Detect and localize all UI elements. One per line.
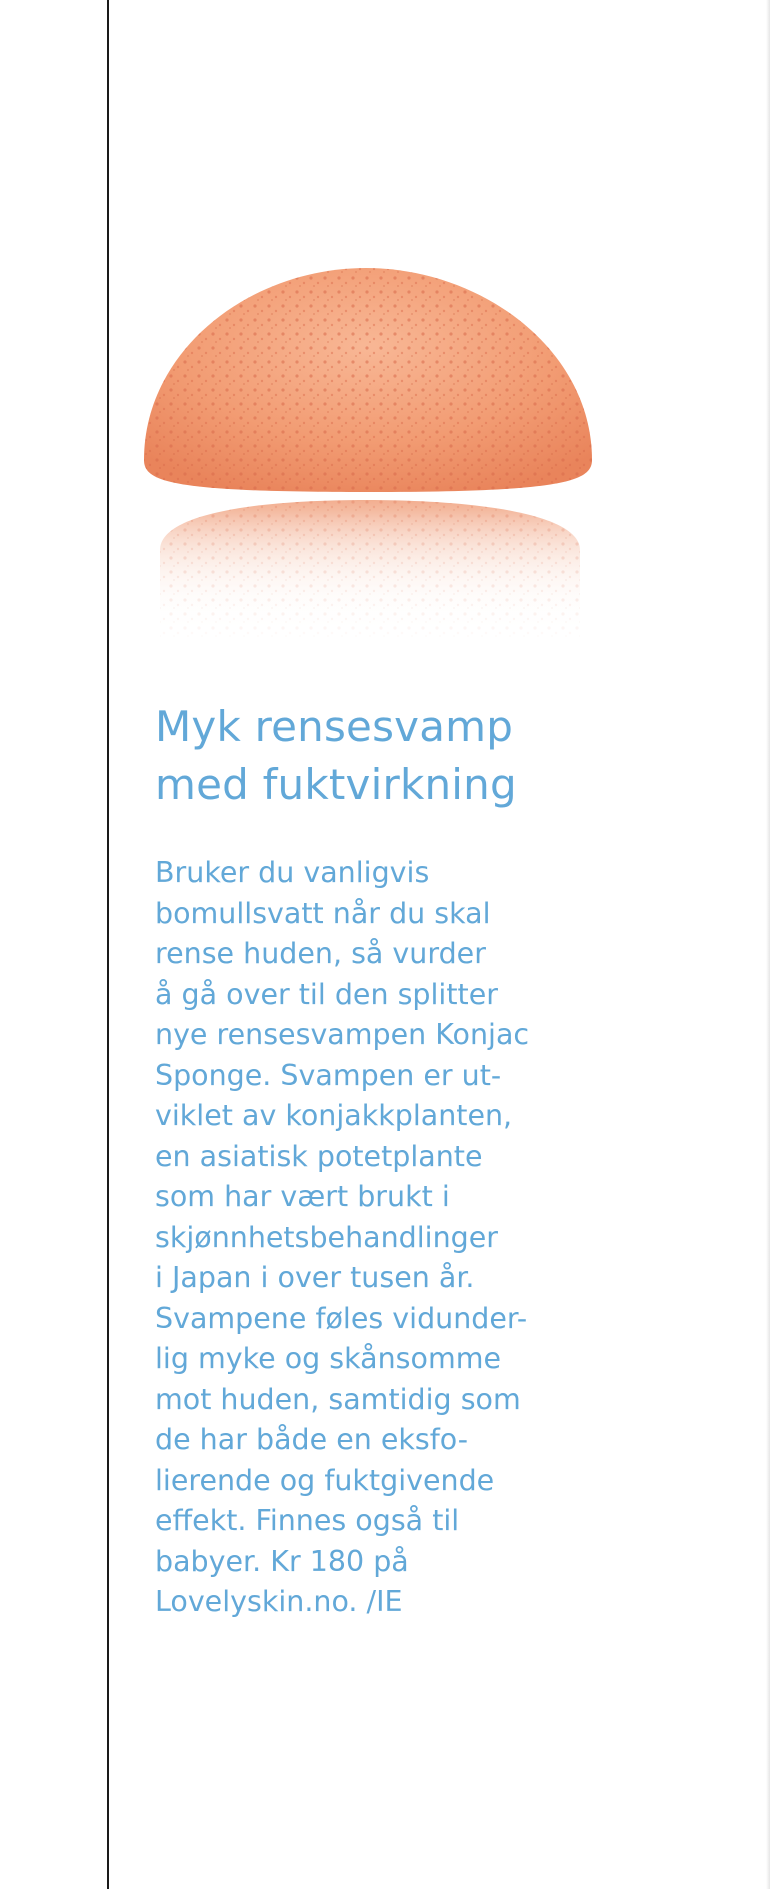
body-line: å gå over til den splitter [155,977,498,1011]
page-edge [766,0,770,1889]
body-line: rense huden, så vurder [155,937,486,970]
column-rule [107,0,109,1889]
body-line: skjønnhetsbehandlinger [155,1220,499,1254]
konjac-sponge-icon [140,260,600,660]
body-line: en asiatisk potetplante [155,1139,483,1173]
body-line: i Japan i over tusen år. [155,1261,475,1294]
body-line: effekt. Finnes også til [155,1504,460,1537]
body-line: Sponge. Svampen er ut- [155,1058,502,1092]
body-line: de har både en eksfo- [155,1423,469,1456]
article-headline [155,698,715,814]
body-line: som har vært brukt i [155,1180,450,1213]
body-line: bomullsvatt når du skal [155,896,491,930]
body-line: Svampene føles vidunder- [155,1301,528,1335]
headline-line: med fuktvirkning [155,760,517,809]
body-line: Lovelyskin.no. /IE [155,1585,403,1618]
product-photo [140,260,600,660]
body-line: lierende og fuktgivende [155,1463,495,1497]
body-line: nye rensesvampen Konjac [155,1018,530,1051]
headline-line: Myk rensesvamp [155,702,514,751]
article-body [155,853,715,1623]
body-line: lig myke og skånsomme [155,1342,502,1375]
body-line: viklet av konjakkplanten, [155,1099,513,1132]
body-line: Bruker du vanligvis [155,856,430,889]
body-line: mot huden, samtidig som [155,1382,521,1416]
body-line: babyer. Kr 180 på [155,1544,409,1578]
